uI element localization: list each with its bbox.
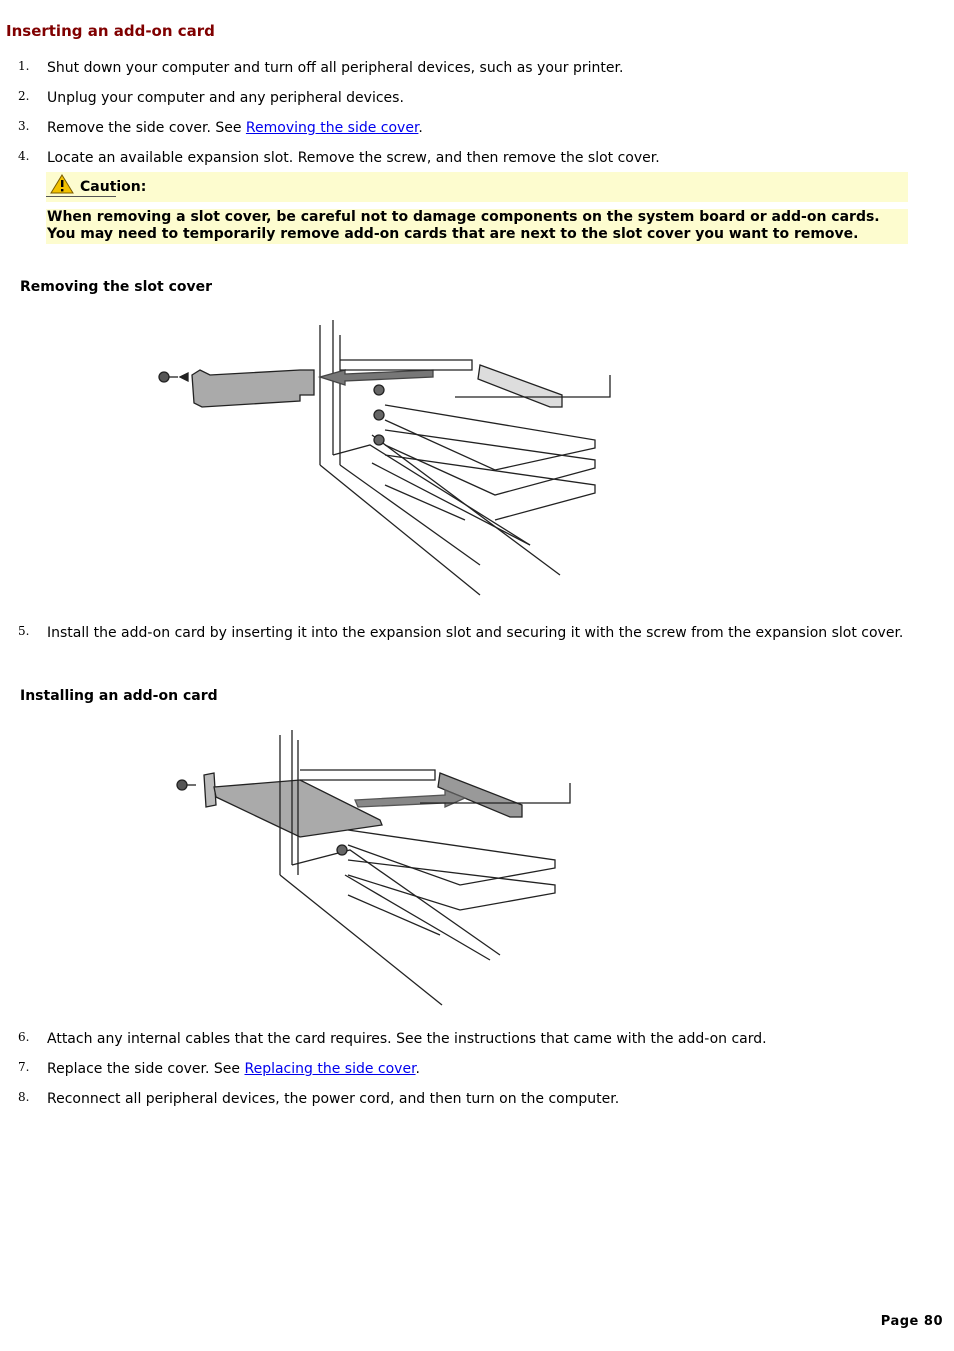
caution-line: You may need to temporarily remove add-on cards that are next to the slot cover you want to remove.	[47, 226, 859, 242]
caution-line: When removing a slot cover, be careful not to damage components on the system board or add-on cards.	[47, 209, 880, 225]
step-number: 1.	[18, 59, 30, 73]
step-text-end: .	[418, 120, 423, 136]
step-number: 4.	[18, 149, 30, 163]
removing-slot-cover-illustration	[150, 315, 620, 604]
caution-header	[46, 172, 908, 202]
step-number: 2.	[18, 89, 30, 103]
step-text: Reconnect all peripheral devices, the power cord, and then turn on the computer.	[47, 1091, 620, 1107]
caution-underline	[46, 196, 116, 197]
step-text-wrap	[47, 119, 910, 137]
step-number: 6.	[18, 1030, 30, 1044]
step-text: Install the add-on card by inserting it into the expansion slot and securing it with the screw from the expansion slot cover.	[47, 625, 904, 641]
page-number: Page 80	[880, 1314, 943, 1329]
page-title: Inserting an add-on card	[6, 22, 215, 40]
removing-side-cover-link[interactable]: Removing the side cover	[245, 120, 419, 136]
step-number: 3.	[18, 119, 30, 133]
step-number: 8.	[18, 1090, 30, 1104]
caution-text	[46, 209, 908, 244]
installing-add-on-card-illustration	[170, 725, 580, 1014]
step-text-wrap	[47, 1060, 910, 1078]
step-text-end: .	[415, 1061, 420, 1077]
step-number: 7.	[18, 1060, 30, 1074]
step-text: Shut down your computer and turn off all peripheral devices, such as your printer.	[47, 60, 624, 76]
step-text: Unplug your computer and any peripheral devices.	[47, 90, 404, 106]
warning-icon	[50, 174, 74, 198]
caution-label: Caution:	[80, 179, 147, 195]
figure-caption: Installing an add-on card	[20, 688, 218, 704]
step-number: 5.	[18, 624, 30, 638]
step-text: Remove the side cover. See	[47, 120, 246, 136]
figure-caption: Removing the slot cover	[20, 279, 213, 295]
replacing-side-cover-link[interactable]: Replacing the side cover	[244, 1061, 416, 1077]
step-text: Locate an available expansion slot. Remove the screw, and then remove the slot cover.	[47, 150, 660, 166]
step-text: Attach any internal cables that the card requires. See the instructions that came with the add-on card.	[47, 1031, 767, 1047]
step-text: Replace the side cover. See	[47, 1061, 245, 1077]
